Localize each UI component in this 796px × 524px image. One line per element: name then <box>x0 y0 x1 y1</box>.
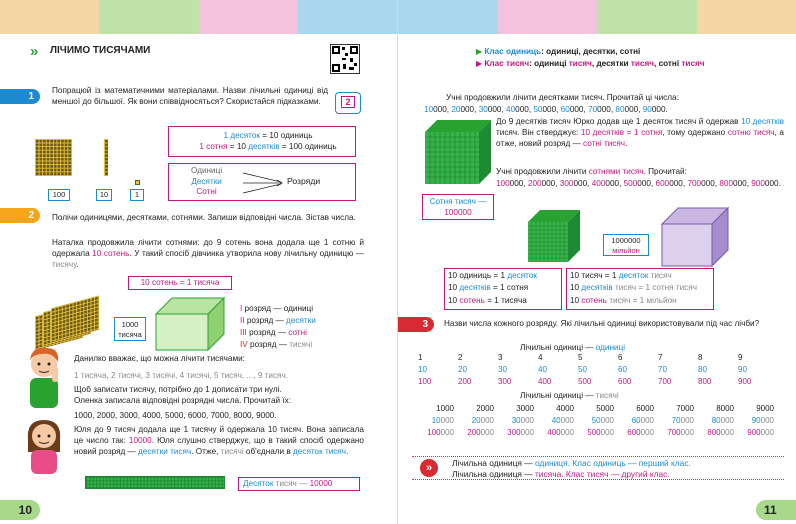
table-cell: 6 <box>618 353 623 362</box>
workbook-badge <box>335 92 361 114</box>
tab-orange-r <box>697 0 796 34</box>
table-cell: 100000 <box>427 428 454 437</box>
tab-green-r <box>597 0 697 34</box>
yulia-text: Юля до 9 тисяч додала ще 1 тисячу й одержала 10 тисяч. Вона записала це число так: 10000. Юля слушно стверджує, що в такий спосіб одержано новий розряд — десятки тисяч. Отже, тисячі об'єднали в десяток тисяч. <box>74 425 364 457</box>
ex1-text: Попрацюй із математичними матеріалами. Назви лічильні одиниці від меншої до більшої. Як вони співвідносяться? Скористайся підказками. <box>52 86 328 107</box>
number-item: 200000 <box>527 179 556 188</box>
qr-code-icon[interactable] <box>330 44 360 74</box>
table-cell: 60 <box>618 365 627 374</box>
class-definitions: ▶ Клас одиниць: одиниці, десятки, сотні ▶ Клас тисяч: одиниці тисяч, десятки тисяч, сотні тисяч <box>476 47 705 68</box>
exercise-number-3: 3 <box>398 317 434 332</box>
ten-rod-image <box>104 139 108 176</box>
table-cell: 200000 <box>467 428 494 437</box>
hundreds-stack-image <box>35 298 101 346</box>
cont-text: Учні продовжили лічити сотнями тисяч. Прочитай: <box>496 167 687 176</box>
hundred-thousands-block-image <box>526 208 582 264</box>
olenka-text: Оленка записала відповідні розрядні числа. Прочитай їх: <box>74 396 292 405</box>
tab-pink-r <box>498 0 598 34</box>
table-cell: 7 <box>658 353 663 362</box>
rank-4: IV розряд — тисячі <box>240 340 313 349</box>
ranks-box <box>168 163 356 201</box>
eq-right-box: 10 тисяч = 1 десяток тисяч 10 десятків тисяч = 1 сотня тисяч 10 сотень тисяч = 1 мільйон <box>566 268 714 310</box>
tab-orange <box>0 0 99 34</box>
exercise-number-2: 2 <box>0 208 40 223</box>
table-cell: 8 <box>698 353 703 362</box>
boy-illustration <box>22 346 68 412</box>
ranks-list <box>240 303 316 351</box>
tens-thousands-list: 10000, 20000, 30000, 40000, 50000, 60000, 70000, 80000, 90000. <box>424 105 668 114</box>
number-item: 70000 <box>588 105 611 114</box>
thousands-list: 1000, 2000, 3000, 4000, 5000, 6000, 7000, 8000, 9000. <box>74 411 277 420</box>
hundred-thousand-box: Сотня тисяч — 100000 <box>422 194 494 220</box>
table-cell: 7000 <box>676 404 694 413</box>
table-cell: 6000 <box>636 404 654 413</box>
rank-2: II розряд — десятки <box>240 316 316 325</box>
table-cell: 70000 <box>671 416 694 425</box>
table-cell: 1000 <box>436 404 454 413</box>
thousand-cube-image <box>154 296 226 352</box>
million-tag: 1000000 мільйон <box>603 234 649 256</box>
sotni-tysyacha-text: 10 сотень = 1 тисяча <box>140 278 220 287</box>
table-cell: 9 <box>738 353 743 362</box>
number-item: 30000 <box>478 105 502 114</box>
table-cell: 700000 <box>667 428 694 437</box>
arrows-icon <box>241 169 285 197</box>
table-cell: 80000 <box>711 416 734 425</box>
rel2-c: десятків <box>248 142 280 151</box>
tab-green <box>99 0 198 34</box>
table-cell: 70 <box>658 365 667 374</box>
table-cell: 10 <box>418 365 427 374</box>
ex2-text2c: . У такий спосіб дівчинка утворила нову лічильну одиницю — <box>129 249 364 259</box>
ex2-text2a: Наталка продовжила лічити сотнями: до 9 сотень вона додала ще 1 сотню й одержала <box>52 238 364 259</box>
number-item: 100000 <box>496 179 524 188</box>
rule-box <box>412 456 784 480</box>
rel2-b: = 10 <box>227 142 249 151</box>
number-item: 700000 <box>687 179 715 188</box>
left-color-tabs <box>0 0 397 34</box>
table-cell: 800000 <box>707 428 734 437</box>
rank-3: III розряд — сотні <box>240 328 307 337</box>
ex2-text1: Полічи одиницями, десятками, сотнями. Запиши відповідні числа. Зістав числа. <box>52 213 356 222</box>
table-cell: 700 <box>658 377 672 386</box>
chevron-icon: » <box>30 43 37 60</box>
number-item: 50000 <box>533 105 557 114</box>
rel1-b: = 10 одиниць <box>259 131 313 140</box>
table-cell: 90000 <box>751 416 774 425</box>
page-title: ЛІЧИМО ТИСЯЧАМИ <box>50 45 151 56</box>
units-label: Одиниці <box>191 166 223 175</box>
table-cell: 20000 <box>471 416 494 425</box>
number-item: 80000 <box>615 105 639 114</box>
rel1-a: 1 десяток <box>223 131 260 140</box>
double-chevron-icon: » <box>420 459 438 477</box>
table-cell: 400000 <box>547 428 574 437</box>
tab-blue <box>298 0 397 34</box>
ten-thousand-box: Десяток тисяч — 10000 <box>238 477 360 491</box>
unit-cube-image <box>135 180 140 185</box>
sotni-tysyacha-box <box>128 276 232 290</box>
hundred-square-image <box>35 139 72 176</box>
table-cell: 1 <box>418 353 423 362</box>
right-color-tabs <box>398 0 796 34</box>
table-cell: 2 <box>458 353 463 362</box>
number-item: 60000 <box>560 105 584 114</box>
tag-1: 1 <box>130 189 144 201</box>
exercise-number-1: 1 <box>0 89 40 104</box>
rank-1: I розряд — одиниці <box>240 304 314 313</box>
table-cell: 30 <box>498 365 507 374</box>
cube-tag: 1000 тисяча <box>114 317 146 341</box>
ten-thousand-blocks-image <box>85 476 230 490</box>
ex2-text2d: тисячу <box>52 260 77 270</box>
rel2-a: 1 сотня <box>199 142 228 151</box>
table-cell: 80 <box>698 365 707 374</box>
table-cell: 40000 <box>551 416 574 425</box>
table-cell: 40 <box>538 365 547 374</box>
table-cell: 600 <box>618 377 632 386</box>
relations-box <box>168 126 356 157</box>
right-page <box>398 0 796 524</box>
table-cell: 8000 <box>716 404 734 413</box>
number-item: 400000 <box>591 179 620 188</box>
rule-lines: Лічильна одиниця — одиниця. Клас одиниць — перший клас. Лічильна одиниця — тисяча. Клас тисяч — другий клас. <box>452 458 691 479</box>
table-cell: 5000 <box>596 404 614 413</box>
table-cell: 300 <box>498 377 512 386</box>
table-cell: 3000 <box>516 404 534 413</box>
danylko-text: Данилко вважає, що можна лічити тисячами: <box>74 354 245 363</box>
intro-text: Учні продовжили лічити десятками тисяч. Прочитай ці числа: <box>446 93 679 102</box>
table-cell: 4000 <box>556 404 574 413</box>
tab-pink <box>199 0 298 34</box>
ex2-text2 <box>52 237 364 271</box>
table-cell: 3 <box>498 353 503 362</box>
table-cell: 800 <box>698 377 712 386</box>
table-cell: 100 <box>418 377 432 386</box>
tab-blue-r <box>398 0 498 34</box>
table-cell: 4 <box>538 353 543 362</box>
number-item: 90000 <box>642 105 666 114</box>
girl-illustration <box>22 418 68 476</box>
table-cell: 5 <box>578 353 583 362</box>
counting-head-2: Лічильні одиниці — тисячі <box>520 391 619 400</box>
table-cell: 30000 <box>511 416 534 425</box>
tag-100: 100 <box>48 189 70 201</box>
table-cell: 20 <box>458 365 467 374</box>
tens-label: Десятки <box>191 176 222 186</box>
table-cell: 90 <box>738 365 747 374</box>
table-cell: 400 <box>538 377 552 386</box>
table-cell: 600000 <box>627 428 654 437</box>
yurko-text: До 9 десятків тисяч Юрко додав ще 1 десяток тисяч й одержав 10 десятків тисяч. Він стверджує: 10 десятків = 1 сотня, тому одержано сотню тисяч, а отже, новий розряд — сотні тисяч. <box>496 117 784 149</box>
counting-head-1: Лічильні одиниці — одиниці <box>520 343 626 352</box>
number-item: 40000 <box>506 105 529 114</box>
table-cell: 500000 <box>587 428 614 437</box>
number-item: 300000 <box>559 179 588 188</box>
number-item: 20000 <box>451 105 475 114</box>
number-item: 600000 <box>655 179 683 188</box>
ex2-text2e: . <box>76 260 79 270</box>
hundreds-label: Сотні <box>196 187 217 196</box>
number-item: 900000 <box>751 179 779 188</box>
ex2-text2b: 10 сотень <box>92 249 130 259</box>
table-cell: 50 <box>578 365 587 374</box>
rule-three-zeros: Щоб записати тисячу, потрібно до 1 дописати три нулі. <box>74 385 282 394</box>
workbook-badge-number: 2 <box>341 96 355 108</box>
table-cell: 900000 <box>747 428 774 437</box>
table-cell: 500 <box>578 377 592 386</box>
million-cube-image <box>660 206 730 268</box>
ten-thousands-block-image <box>423 118 493 186</box>
table-cell: 50000 <box>591 416 614 425</box>
thousands-count-line: 1 тисяча, 2 тисячі, 3 тисячі, 4 тисячі, 5 тисяч, ..., 9 тисяч. <box>74 371 289 380</box>
number-item: 500000 <box>623 179 651 188</box>
table-cell: 9000 <box>756 404 774 413</box>
table-cell: 10000 <box>431 416 454 425</box>
eq-left-box: 10 одиниць = 1 десяток 10 десятків = 1 сотня 10 сотень = 1 тисяча <box>444 268 562 310</box>
ranks-label: Розряди <box>287 176 321 186</box>
table-cell: 60000 <box>631 416 654 425</box>
number-item: 10000 <box>424 105 447 114</box>
table-cell: 2000 <box>476 404 494 413</box>
page-number-left: 10 <box>0 500 40 520</box>
rel2-d: = 100 одиниць <box>279 142 337 151</box>
tag-10: 10 <box>96 189 112 201</box>
number-item: 800000 <box>719 179 747 188</box>
hundred-thousands-list: 100000, 200000, 300000, 400000, 500000, 600000, 700000, 800000, 900000. <box>496 179 781 188</box>
page-number-right: 11 <box>756 500 796 520</box>
table-cell: 900 <box>738 377 752 386</box>
table-cell: 300000 <box>507 428 534 437</box>
table-cell: 200 <box>458 377 472 386</box>
ex3-text: Назви числа кожного розряду. Які лічильні одиниці використовували під час лічби? <box>444 319 760 328</box>
